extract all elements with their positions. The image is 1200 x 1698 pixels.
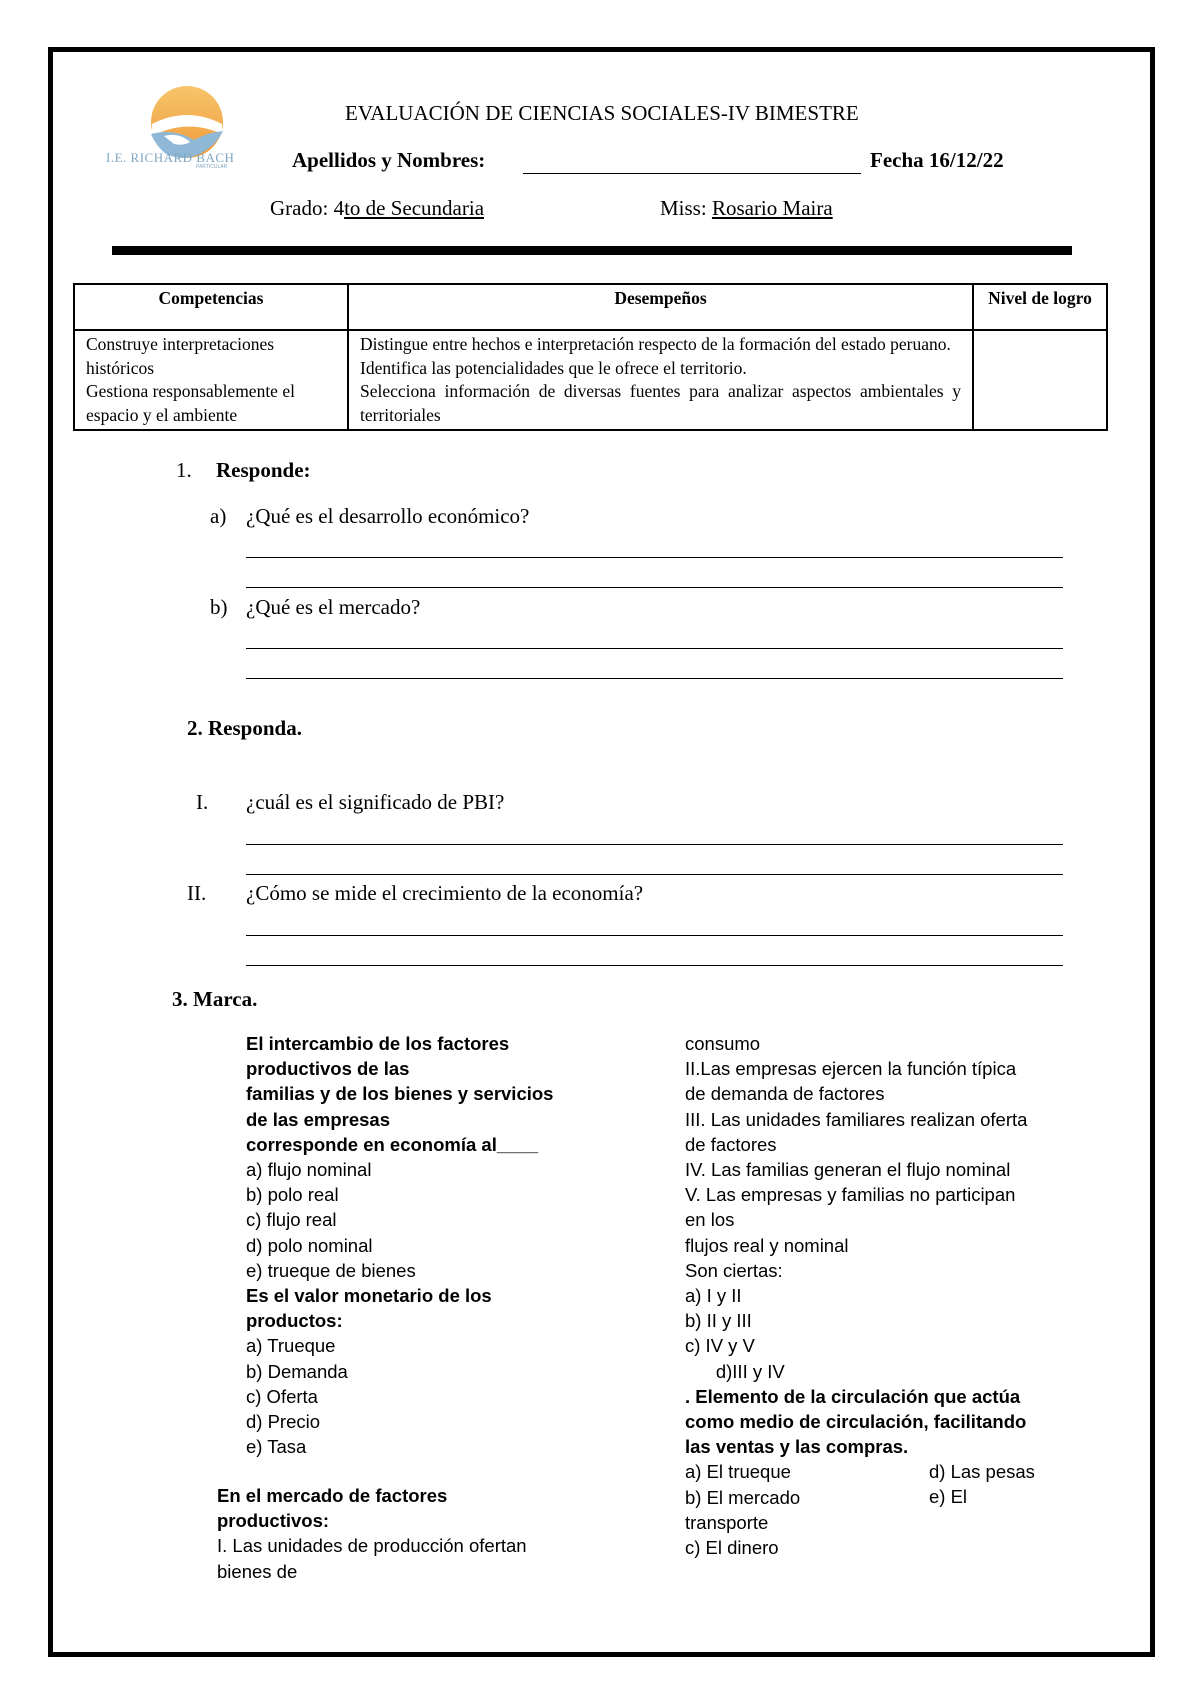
statement-line: bienes de [217, 1560, 298, 1582]
section1-title: Responde: [216, 458, 311, 482]
table-header-cell: Nivel de logro [973, 284, 1107, 330]
question-line: En el mercado de factores [217, 1485, 448, 1506]
option-line[interactable]: e) Tasa [246, 1436, 307, 1458]
teacher-label: Miss: [660, 196, 712, 220]
grade-value: to de Secundaria [344, 196, 485, 220]
table-header-row [74, 284, 1107, 330]
statement-line: de demanda de factores [685, 1083, 885, 1105]
competencia-line: Construye interpretaciones [86, 334, 275, 354]
statement-line: II.Las empresas ejercen la función típica [685, 1058, 1017, 1080]
table-header-cell: Competencias [74, 284, 348, 330]
question-line: familias y de los bienes y servicios [246, 1083, 554, 1105]
question-line: productivos de las [246, 1058, 410, 1080]
name-label: Apellidos y Nombres: [292, 148, 486, 172]
teacher-name: Rosario Maira [711, 196, 833, 220]
statement-line: flujos real y nominal [685, 1234, 849, 1256]
left-column-b [217, 1483, 527, 1584]
question-marker: I. [196, 790, 209, 814]
competencias-cell [74, 330, 348, 430]
question-text: ¿Qué es el desarrollo económico? [246, 504, 530, 528]
question-text: ¿Qué es el mercado? [246, 595, 421, 619]
competencia-line: espacio y el ambiente [86, 404, 238, 425]
name-blank-line[interactable] [523, 173, 861, 174]
grade-text [270, 196, 484, 221]
option-line[interactable]: b) II y III [685, 1310, 752, 1332]
option-line[interactable]: c) El dinero [685, 1537, 779, 1559]
option-line[interactable]: e) El [929, 1486, 968, 1508]
desempeno-item: Distingue entre hechos e interpretación respecto de la formación del estado peruano. [360, 334, 951, 354]
right-options-col2 [929, 1459, 1035, 1509]
option-line[interactable]: d)III y IV [685, 1360, 785, 1382]
nivel-cell[interactable] [973, 330, 1107, 430]
question-line: productivos: [217, 1510, 330, 1532]
section3-title: 3. Marca. [172, 987, 258, 1011]
statement-line: Son ciertas: [685, 1259, 783, 1281]
option-line[interactable]: c) Oferta [246, 1385, 318, 1407]
statement-line: consumo [685, 1033, 761, 1054]
option-line[interactable]: a) El trueque [685, 1461, 791, 1483]
question-line: . Elemento de la circulación que actúa [685, 1385, 1021, 1407]
teacher-text [660, 196, 833, 221]
option-line[interactable]: c) flujo real [246, 1209, 337, 1231]
option-line[interactable]: b) El mercado [685, 1486, 801, 1508]
option-line[interactable]: e) trueque de bienes [246, 1259, 416, 1281]
competency-table [73, 283, 1108, 431]
grade-label: Grado: 4 [270, 196, 345, 220]
answer-line[interactable] [246, 874, 1063, 875]
option-line[interactable]: a) Trueque [246, 1335, 336, 1357]
competencia-line: históricos [86, 357, 155, 378]
question-marker: II. [187, 881, 207, 905]
answer-line[interactable] [246, 678, 1063, 679]
left-column [246, 1031, 553, 1459]
question-line: productos: [246, 1310, 343, 1332]
answer-line[interactable] [246, 648, 1063, 649]
option-line[interactable]: b) Demanda [246, 1360, 348, 1382]
table-header-cell: Desempeños [348, 284, 973, 330]
desempeno-item: Identifica las potencialidades que le ofrece el territorio. [360, 357, 747, 378]
question-line: El intercambio de los factores [246, 1033, 510, 1054]
answer-line[interactable] [246, 557, 1063, 558]
statement-line: V. Las empresas y familias no participan [685, 1184, 1016, 1206]
answer-line[interactable] [246, 965, 1063, 966]
question-line: como medio de circulación, facilitando [685, 1411, 1027, 1433]
section1-number: 1. [176, 458, 192, 482]
answer-line[interactable] [246, 844, 1063, 845]
question-text: ¿Cómo se mide el crecimiento de la economía? [246, 881, 644, 905]
question-line: de las empresas [246, 1108, 390, 1130]
question-line: las ventas y las compras. [685, 1436, 909, 1458]
date-label: Fecha 16/12/22 [870, 148, 1004, 172]
statement-line: de factores [685, 1133, 777, 1155]
logo-text: I.E. RICHARD BACH [106, 150, 235, 165]
question-marker: a) [210, 504, 227, 528]
option-line[interactable]: d) Precio [246, 1411, 321, 1433]
answer-line[interactable] [246, 587, 1063, 588]
competencia-line: Gestiona responsablemente el [86, 381, 295, 401]
statement-line: I. Las unidades de producción ofertan [217, 1535, 527, 1557]
question-marker: b) [210, 595, 228, 619]
answer-line[interactable] [246, 935, 1063, 936]
desempenos-cell [348, 330, 973, 430]
logo-subtext: PARTICULAR [196, 164, 228, 170]
question-line: Es el valor monetario de los [246, 1285, 492, 1307]
desempeno-item: Selecciona información de diversas fuentes para analizar aspectos ambientales y territoriales [360, 381, 961, 425]
question-text: ¿cuál es el significado de PBI? [246, 790, 505, 814]
option-line[interactable]: a) flujo nominal [246, 1159, 372, 1181]
section2-title: 2. Responda. [187, 716, 302, 740]
option-line[interactable]: transporte [685, 1511, 769, 1533]
statement-line: III. Las unidades familiares realizan oferta [685, 1108, 1028, 1130]
page-title: EVALUACIÓN DE CIENCIAS SOCIALES-IV BIMESTRE [345, 101, 859, 125]
option-line[interactable]: b) polo real [246, 1184, 339, 1206]
option-line[interactable]: a) I y II [685, 1285, 742, 1307]
option-line[interactable]: d) Las pesas [929, 1461, 1035, 1482]
statement-line: en los [685, 1209, 735, 1231]
option-line[interactable]: c) IV y V [685, 1335, 755, 1357]
question-line: corresponde en economía al____ [246, 1133, 539, 1155]
header-divider [112, 246, 1072, 255]
statement-line: IV. Las familias generan el flujo nominal [685, 1159, 1011, 1181]
option-line[interactable]: d) polo nominal [246, 1234, 373, 1256]
table-row [74, 330, 1107, 430]
